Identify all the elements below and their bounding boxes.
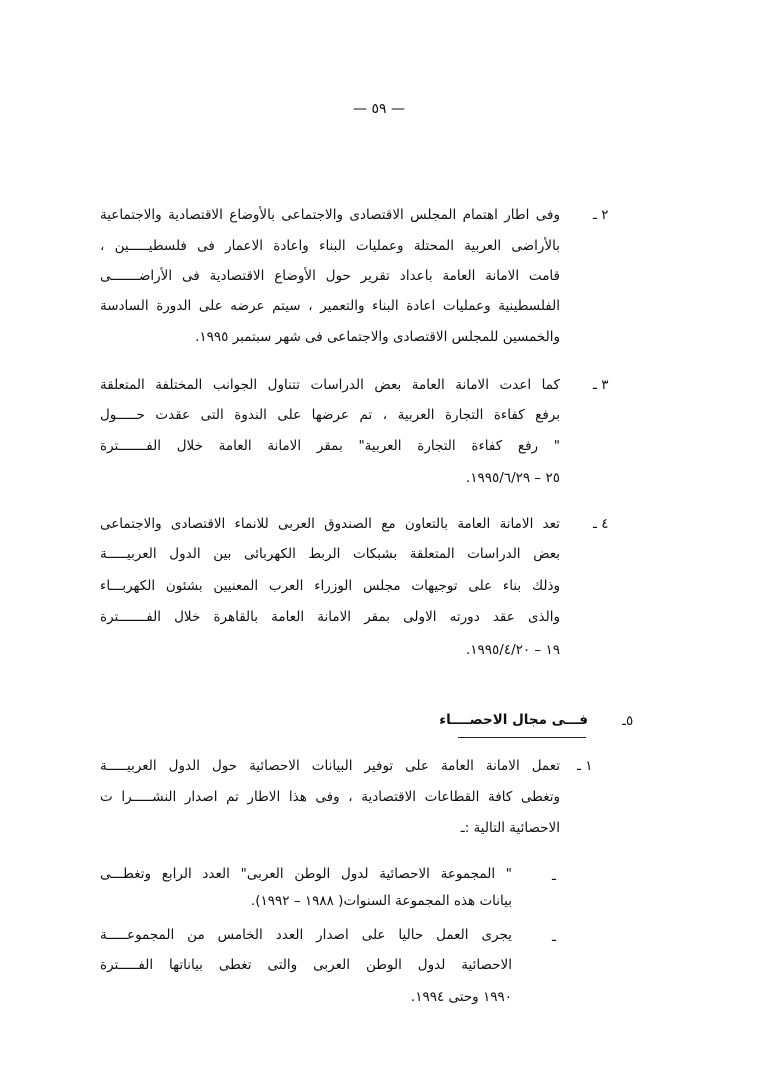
paragraph-line: الفلسطينية وعمليات اعادة البناء والتعمير ، سيتم عرضه على الدورة السادسة [100,298,560,314]
paragraph-line: كما اعدت الامانة العامة بعض الدراسات تتناول الجوانب المختلفة المتعلقة [100,377,560,393]
item-marker: ٢ ـ [593,207,609,223]
bullet-line: الاحصائية لدول الوطن العربى والتى تغطى بياناتها الفـــــترة [100,957,512,973]
paragraph-line: والخمسين للمجلس الاقتصادى والاجتماعى فى شهر سبتمبر ١٩٩٥. [195,329,560,345]
section-marker: ٥ـ [622,713,634,729]
paragraph-line: تعد الامانة العامة بالتعاون مع الصندوق العربى للانماء الاقتصادى والاجتماعى [100,516,560,532]
paragraph-line: ١٩ – ١٩٩٥/٤/٢٠. [465,642,560,658]
paragraph-line: وذلك بناء على توجيهات مجلس الوزراء العرب المعنيين بشئون الكهربـــاء [100,578,560,594]
section-heading: فـــى مجال الاحصــــاء [439,712,588,728]
page-number: — ٥٩ — [353,101,405,117]
bullet-marker: ـ [552,868,556,884]
item-marker: ٤ ـ [593,516,609,532]
paragraph-line: الاحصائية التالية :ـ [460,820,560,836]
bullet-line: " المجموعة الاحصائية لدول الوطن العربى" العدد الرابع وتغطـــى [100,866,512,882]
paragraph-line: وفى اطار اهتمام المجلس الاقتصادى والاجتماعى بالأوضاع الاقتصادية والاجتماعية [100,207,560,223]
paragraph-line: " رفع كفاءة التجارة العربية" بمقر الامانة العامة خلال الفـــــــترة [100,438,560,454]
paragraph-line: وتغطى كافة القطاعات الاقتصادية ، وفى هذا الاطار تم اصدار النشـــــرا ت [100,789,560,805]
bullet-line: بيانات هذه المجموعة السنوات( ١٩٨٨ – ١٩٩٢). [250,893,512,909]
bullet-line: ١٩٩٠ وحتى ١٩٩٤. [410,989,512,1005]
paragraph-line: تعمل الامانة العامة على توفير البيانات الاحصائية حول الدول العربيـــــة [100,758,560,774]
paragraph-line: والذى عقد دورته الاولى بمقر الامانة العامة بالقاهرة خلال الفـــــــترة [100,609,560,625]
paragraph-line: برفع كفاءة التجارة العربية ، تم عرضها على الندوة التى عقدت حـــــول [100,407,560,423]
item-marker: ٣ ـ [593,377,609,393]
bullet-line: يجرى العمل حاليا على اصدار العدد الخامس من المجموعـــــة [100,927,512,943]
paragraph-line: بالأراضى العربية المحتلة وعمليات البناء واعادة الاعمار فى فلسطيـــــين ، [100,238,560,254]
paragraph-line: بعض الدراسات المتعلقة بشبكات الربط الكهربائى بين الدول العربيـــــة [100,546,560,562]
heading-underline [458,737,586,738]
bullet-marker: ـ [552,929,556,945]
paragraph-line: قامت الامانة العامة باعداد تقرير حول الأوضاع الاقتصادية فى الأراضـــــــى [100,268,560,284]
paragraph-line: ٢٥ – ١٩٩٥/٦/٢٩. [465,470,560,486]
item-marker: ١ ـ [577,758,593,774]
